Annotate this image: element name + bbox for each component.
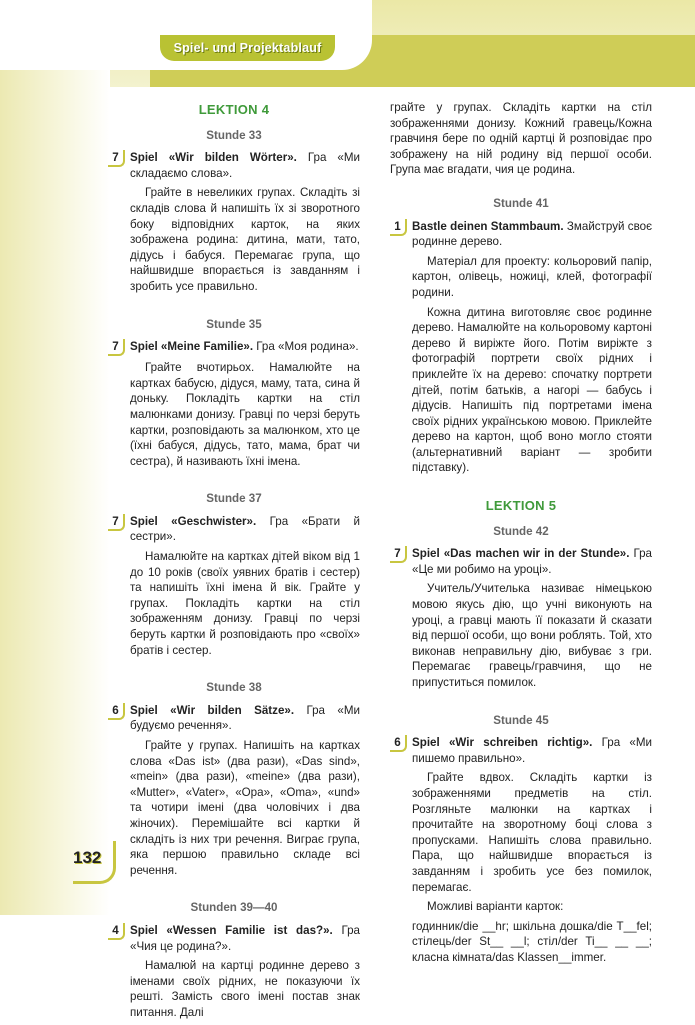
task-number: 7: [390, 546, 412, 577]
task-title: Spiel «Geschwister». Гра «Брати й сестри».: [130, 514, 360, 544]
task-number: 4: [108, 923, 130, 954]
right-column: [390, 100, 652, 970]
task: [390, 546, 652, 577]
task: [108, 703, 360, 734]
lektion-heading: LEKTION 5: [485, 498, 557, 514]
task-text: Грайте вчотирьох. Намалюйте на картках бабусю, дідуся, маму, тата, сина й доньку. Покладіть картки на стіл малюнками донизу. Гравці по черзі беруть картки, розповідають за малюнком, хто це (їхні бабуся, дідусь, тато, мама, брат чи сестра), й називають їхні імена.: [130, 361, 360, 468]
task-number: 6: [108, 703, 130, 734]
task-text: Матеріал для проекту: кольоровий папір, картон, олівець, ножиці, клей, фотографії родини.: [412, 254, 652, 299]
left-column: [108, 100, 360, 1025]
stunde-heading: Stunde 41: [493, 196, 549, 210]
task-number: 7: [108, 150, 130, 181]
task: [108, 339, 360, 356]
task-text: Грайте вдвох. Складіть картки із зображеннями предметів на стіл. Розгляньте малюнки на картках і прочитайте на зворотному боці слова з пропусками. Напишіть слова правильно. Пара, що найшвидше впорається із завданням і зробить усе без помилок, перемагає.: [412, 771, 652, 894]
stunde-heading: Stunden 39—40: [190, 901, 278, 915]
task: [390, 735, 652, 766]
task-text-continued: грайте у групах. Складіть картки на стіл зображеннями донизу. Кожний гравець/Кожна гравчиня бере по одній картці й розповідає про зображену на ній родину від першої особи. Група має вгадати, чия це родина.: [390, 101, 652, 177]
page-number: [3, 833, 111, 883]
stunde-heading: Stunde 38: [206, 681, 262, 695]
task-title: Spiel «Das machen wir in der Stunde». Гра «Це ми робимо на уроці».: [412, 547, 653, 576]
task-title: Spiel «Wir bilden Sätze». Гра «Ми будуємо речення».: [130, 703, 360, 733]
task-text: Намалюй на картці родинне дерево з іменами своїх рідних, не показуючи їх решті. Замість свого імені постав знак питання. Далі: [130, 959, 360, 1019]
task-text: Грайте в невеликих групах. Складіть зі складів слова й напишіть їх зі зворотного боку відповідних карток, на яких зображена родина: дитина, мати, тато, дідусь і бабуся. Перемагає група, що найшвидше впорається із завданням і зробить усе правильно.: [130, 186, 360, 293]
task: [390, 219, 652, 250]
task-title: Spiel «Meine Familie». Гра «Моя родина».: [130, 340, 359, 354]
task-title: Bastle deinen Stammbaum. Змайструй своє родинне дерево.: [412, 219, 653, 249]
task-number: 6: [390, 735, 412, 766]
task-text: Можливі варіанти карток:: [427, 900, 564, 914]
left-band: [0, 0, 110, 915]
task: [108, 923, 360, 954]
page-number-text: 132: [73, 848, 102, 867]
stunde-heading: Stunde 45: [493, 713, 549, 727]
stunde-heading: Stunde 42: [493, 524, 549, 538]
task-text: Грайте у групах. Напишіть на картках слова «Das ist» (два рази), «Das sind», «mein» (два рази), «meine» (два рази), «Mutter», «Vater», «Opa», «Oma», «und» та чотири імені (два чоловічих і два жіночих). Перемішайте всі картки й складіть із них три речення. Виграє група, яка першою правильно складе всі речення.: [130, 739, 360, 877]
task-number: 1: [390, 219, 412, 250]
task-number: 7: [108, 514, 130, 545]
stunde-heading: Stunde 35: [206, 317, 262, 331]
task-title: Spiel «Wessen Familie ist das?». Гра «Чия це родина?».: [130, 923, 360, 953]
task-text: Намалюйте на картках дітей віком від 1 до 10 років (своїх уявних братів і сестер) та напишіть їхні імена й вік. Грайте у групах. Покладіть картки на стіл зображенням донизу. Гравці по черзі беруть картки й розповідають про «своїх» братів і сестер.: [130, 550, 360, 657]
task-text: годинник/die __hr; шкільна дошка/die T__fel; стілець/der St__ __l; стіл/der Ti__ __ __; класна кімната/das Klassen__immer.: [412, 919, 652, 964]
task-number: 7: [108, 339, 130, 356]
task-title: Spiel «Wir schreiben richtig». Гра «Ми пишемо правильно».: [412, 736, 652, 765]
task-text: Кожна дитина виготовляє своє родинне дерево. Намалюйте на кольоровому картоні дерево й виріжте його. Потім виріжте з фотографій портрети своїх рідних і приклейте їх на дерево: спочатку портрети дітей, потім батьків, а нагорі — бабусь і дідусів. Напишіть під портретами імена своїх рідних українською мовою. Приклейте дерево на картон, щоб воно могло стояти (альтернативний варіант — зробити підставку).: [412, 305, 652, 475]
lektion-heading: LEKTION 4: [198, 102, 270, 117]
task: [108, 514, 360, 545]
stunde-heading: Stunde 33: [206, 128, 262, 142]
task-text: Учитель/Учителька називає німецькою мовою якусь дію, що учні виконують на уроці, а гравці мають її показати й сказати від першої особи, що вони роблять. Той, хто виконав неправильну дію, вибуває з гри. Перемагає гравець/гравчиня, що не припуститься помилок.: [412, 582, 652, 689]
task: [108, 150, 360, 181]
task-title: Spiel «Wir bilden Wörter». Гра «Ми складаємо слова».: [130, 151, 360, 180]
section-title: Spiel- und Projektablauf: [160, 35, 335, 61]
stunde-heading: Stunde 37: [206, 492, 262, 506]
